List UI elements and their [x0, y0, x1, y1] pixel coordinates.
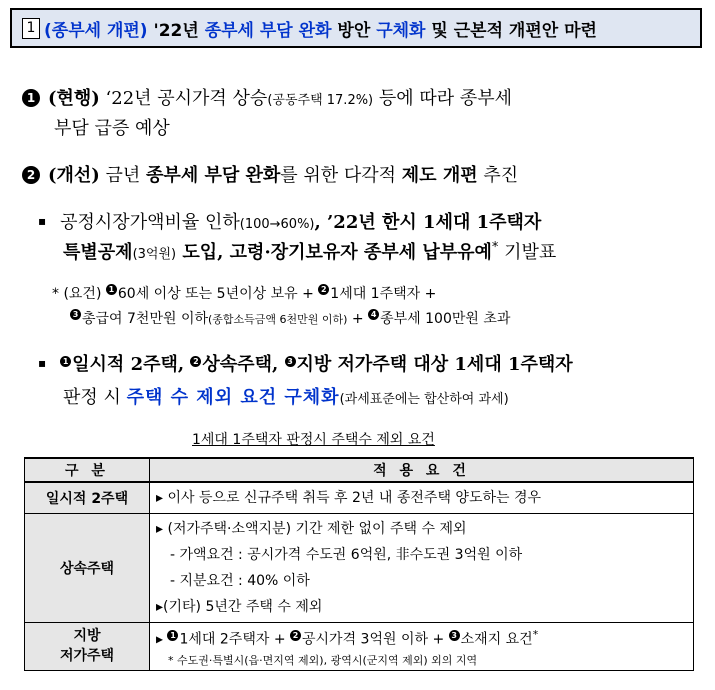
item-label: (개선) — [48, 165, 100, 186]
number-marker-icon: 3 — [449, 630, 460, 641]
requirement-text: 1세대 2주택자 + — [179, 631, 290, 648]
requirement-text: ▸ — [156, 631, 168, 648]
bullet-icon: ▪ — [38, 214, 47, 228]
requirement-line: ▸ (저가주택·소액지분) 기간 제한 없이 주택 수 제외 — [156, 521, 467, 537]
table-header-row — [25, 458, 694, 482]
number-marker-icon: 1 — [106, 284, 117, 295]
note-text: 종부세 100만원 초과 — [380, 311, 511, 327]
number-marker-icon: 2 — [290, 630, 301, 641]
number-marker-icon: 2 — [190, 356, 201, 367]
title-text: 및 근본적 개편안 마련 — [425, 20, 597, 41]
requirement-note — [52, 283, 436, 303]
requirement-text: 소재지 요건 — [460, 631, 533, 648]
requirement-note-line2 — [70, 308, 510, 328]
item-text: 추진 — [477, 165, 519, 186]
exclusion-table — [24, 457, 694, 671]
item-current-line2: 부담 급증 예상 — [54, 118, 170, 139]
footnote-star: * — [532, 628, 539, 641]
number-marker-icon: 3 — [70, 309, 81, 320]
item-current — [22, 84, 512, 110]
number-marker-icon: 2 — [22, 166, 40, 184]
row-requirement — [150, 514, 694, 623]
bullet-exclusion — [38, 350, 573, 376]
requirement-line: - 가액요건 : 공시가격 수도권 6억원, 非수도권 3억원 이하 — [170, 547, 523, 563]
number-marker-icon: 1 — [60, 356, 71, 367]
section-number: 1 — [22, 18, 40, 39]
row-requirement — [150, 623, 694, 671]
bullet-text: 특별공제 — [63, 242, 133, 263]
bullet-exclusion-line2 — [63, 383, 509, 409]
item-text: 등에 따라 종부세 — [373, 88, 513, 109]
category-line: 지방 — [73, 628, 101, 645]
bullet-note: (과세표준에는 합산하여 과세) — [339, 392, 509, 407]
bullet-announced — [38, 208, 541, 234]
note-text: * (요건) — [52, 286, 106, 302]
title-text: '22년 — [147, 20, 205, 41]
note-text: 60세 이상 또는 5년이상 보유 + — [117, 286, 319, 302]
bullet-note: (100→60%) — [239, 217, 315, 232]
number-marker-icon: 2 — [318, 284, 329, 295]
note-text: 1세대 1주택자 + — [330, 286, 437, 302]
note-small: (종합소득금액 6천만원 이하) — [208, 313, 348, 326]
item-emphasis: 제도 개편 — [401, 165, 478, 186]
table-row — [25, 482, 694, 514]
bullet-announced-line2 — [63, 238, 556, 264]
requirement-line — [156, 623, 687, 652]
table-row — [25, 514, 694, 623]
section-title — [10, 8, 702, 48]
bullet-note: (3억원) — [132, 247, 177, 262]
note-text: + — [347, 311, 369, 327]
bullet-text: 도입, 고령·장기보유자 종부세 납부유예 — [176, 242, 492, 263]
number-marker-icon: 4 — [368, 309, 379, 320]
bullet-text: 상속주택, — [202, 354, 285, 375]
row-category: 일시적 2주택 — [25, 482, 150, 514]
requirement-text: 공시가격 3억원 이하 + — [302, 631, 449, 648]
header-category: 구 분 — [25, 458, 150, 482]
item-label: (현행) — [48, 88, 100, 109]
requirement-line: ▸ 이사 등으로 신규주택 취득 후 2년 내 종전주택 양도하는 경우 — [156, 490, 542, 506]
item-text: 를 위한 다각적 — [280, 165, 402, 186]
number-marker-icon: 3 — [285, 356, 296, 367]
title-label: (종부세 개편) — [44, 20, 148, 41]
table-row — [25, 623, 694, 671]
row-requirement — [150, 482, 694, 514]
title-highlight: 구체화 — [376, 20, 426, 41]
item-emphasis: 종부세 부담 완화 — [146, 165, 281, 186]
table-caption: 1세대 1주택자 판정시 주택수 제외 요건 — [192, 432, 435, 448]
row-category — [25, 623, 150, 671]
header-requirement: 적 용 요 건 — [150, 458, 694, 482]
number-marker-icon: 1 — [22, 89, 40, 107]
requirement-line: - 지분요건 : 40% 이하 — [170, 573, 310, 589]
item-text: 금년 — [99, 165, 147, 186]
bullet-text: 기발표 — [498, 242, 557, 263]
bullet-text: 지방 저가주택 대상 1세대 1주택자 — [296, 354, 573, 375]
bullet-text: 공정시장가액비율 인하 — [60, 212, 240, 233]
requirement-footnote: * 수도권·특별시(읍·면지역 제외), 광역시(군지역 제외) 외의 지역 — [168, 653, 478, 667]
requirement-line: ▸(기타) 5년간 주택 수 제외 — [156, 599, 323, 615]
row-category: 상속주택 — [25, 514, 150, 623]
bullet-emphasis: 주택 수 제외 요건 구체화 — [126, 387, 340, 408]
number-marker-icon: 1 — [167, 630, 178, 641]
bullet-icon: ▪ — [38, 356, 47, 370]
bullet-text: 판정 시 — [63, 387, 127, 408]
bullet-text: 일시적 2주택, — [72, 354, 191, 375]
category-line: 저가주택 — [59, 648, 115, 665]
item-note: (공동주택 17.2%) — [267, 93, 374, 108]
item-improve — [22, 161, 518, 187]
title-text: 방안 — [331, 20, 377, 41]
bullet-text: , ’22년 한시 1세대 1주택자 — [314, 212, 542, 233]
note-text: 총급여 7천만원 이하 — [82, 311, 208, 327]
title-highlight: 종부세 부담 완화 — [204, 20, 332, 41]
footnote-star: * — [491, 240, 499, 255]
item-text: ‘22년 공시가격 상승 — [99, 88, 268, 109]
